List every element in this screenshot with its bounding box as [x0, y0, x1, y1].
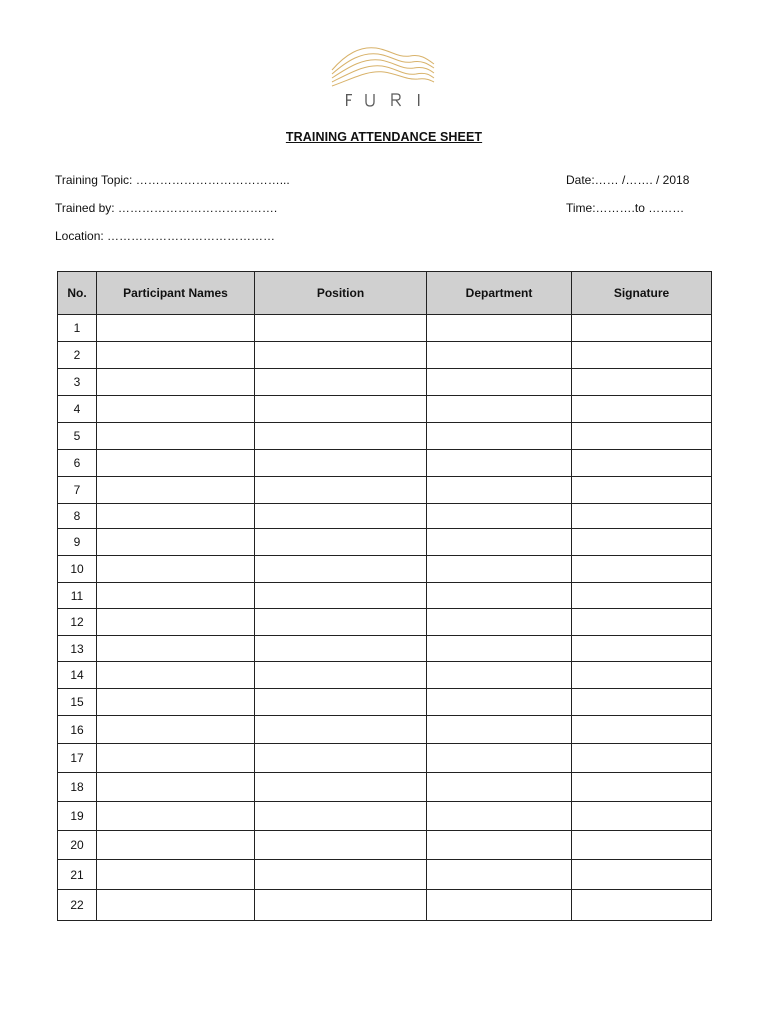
row-number-cell: 22 — [58, 890, 97, 921]
participant-name-cell[interactable] — [97, 423, 255, 450]
position-cell[interactable] — [255, 583, 427, 609]
department-cell[interactable] — [427, 773, 572, 802]
department-cell[interactable] — [427, 556, 572, 583]
position-cell[interactable] — [255, 831, 427, 860]
row-number-cell: 4 — [58, 396, 97, 423]
trained-by-field[interactable]: Trained by: …………………………………. — [55, 201, 278, 215]
table-row — [58, 423, 712, 450]
position-cell[interactable] — [255, 689, 427, 716]
participant-name-cell[interactable] — [97, 744, 255, 773]
department-cell[interactable] — [427, 860, 572, 890]
table-row — [58, 504, 712, 529]
location-field[interactable]: Location: …………………………………… — [55, 229, 276, 243]
table-row — [58, 860, 712, 890]
logo-letter-f-top — [346, 94, 352, 95]
row-number-cell: 3 — [58, 369, 97, 396]
signature-cell[interactable] — [572, 450, 712, 477]
position-cell[interactable] — [255, 423, 427, 450]
table-row — [58, 689, 712, 716]
position-cell[interactable] — [255, 662, 427, 689]
table-row — [58, 609, 712, 636]
table-row — [58, 369, 712, 396]
header-department: Department — [427, 272, 572, 315]
signature-cell[interactable] — [572, 529, 712, 556]
row-number-cell: 7 — [58, 477, 97, 504]
signature-cell[interactable] — [572, 860, 712, 890]
department-cell[interactable] — [427, 315, 572, 342]
participant-name-cell[interactable] — [97, 504, 255, 529]
table-row — [58, 716, 712, 744]
logo-letter-f-mid — [346, 100, 351, 101]
position-cell[interactable] — [255, 860, 427, 890]
department-cell[interactable] — [427, 890, 572, 921]
row-number-cell: 10 — [58, 556, 97, 583]
table-header-row — [58, 272, 712, 315]
header-no: No. — [58, 272, 97, 315]
hotel-logo — [326, 40, 438, 122]
department-cell[interactable] — [427, 831, 572, 860]
position-cell[interactable] — [255, 504, 427, 529]
department-cell[interactable] — [427, 477, 572, 504]
table-row — [58, 342, 712, 369]
signature-cell[interactable] — [572, 744, 712, 773]
department-cell[interactable] — [427, 504, 572, 529]
position-cell[interactable] — [255, 396, 427, 423]
date-field[interactable]: Date:…… /……. / 2018 — [566, 173, 690, 187]
row-number-cell: 11 — [58, 583, 97, 609]
logo-letter-i — [418, 94, 419, 106]
participant-name-cell[interactable] — [97, 662, 255, 689]
position-cell[interactable] — [255, 369, 427, 396]
position-cell[interactable] — [255, 890, 427, 921]
department-cell[interactable] — [427, 529, 572, 556]
participant-name-cell[interactable] — [97, 831, 255, 860]
position-cell[interactable] — [255, 716, 427, 744]
signature-cell[interactable] — [572, 423, 712, 450]
logo-letter-r — [392, 94, 401, 106]
row-number-cell: 6 — [58, 450, 97, 477]
header-participant-names: Participant Names — [97, 272, 255, 315]
table-row — [58, 744, 712, 773]
signature-cell[interactable] — [572, 504, 712, 529]
signature-cell[interactable] — [572, 890, 712, 921]
table-row — [58, 583, 712, 609]
department-cell[interactable] — [427, 423, 572, 450]
row-number-cell: 20 — [58, 831, 97, 860]
signature-cell[interactable] — [572, 636, 712, 662]
signature-cell[interactable] — [572, 369, 712, 396]
logo-waves-graphic — [326, 40, 438, 122]
table-row — [58, 450, 712, 477]
participant-name-cell[interactable] — [97, 369, 255, 396]
document-title: TRAINING ATTENDANCE SHEET — [285, 130, 483, 144]
participant-name-cell[interactable] — [97, 689, 255, 716]
signature-cell[interactable] — [572, 716, 712, 744]
participant-name-cell[interactable] — [97, 396, 255, 423]
position-cell[interactable] — [255, 529, 427, 556]
participant-name-cell[interactable] — [97, 716, 255, 744]
table-row — [58, 662, 712, 689]
department-cell[interactable] — [427, 716, 572, 744]
table-row — [58, 831, 712, 860]
attendance-table — [57, 271, 712, 921]
participant-name-cell[interactable] — [97, 636, 255, 662]
row-number-cell: 5 — [58, 423, 97, 450]
table-row — [58, 890, 712, 921]
table-row — [58, 556, 712, 583]
position-cell[interactable] — [255, 609, 427, 636]
position-cell[interactable] — [255, 773, 427, 802]
department-cell[interactable] — [427, 450, 572, 477]
participant-name-cell[interactable] — [97, 802, 255, 831]
signature-cell[interactable] — [572, 609, 712, 636]
signature-cell[interactable] — [572, 342, 712, 369]
participant-name-cell[interactable] — [97, 609, 255, 636]
participant-name-cell[interactable] — [97, 315, 255, 342]
row-number-cell: 14 — [58, 662, 97, 689]
position-cell[interactable] — [255, 556, 427, 583]
position-cell[interactable] — [255, 802, 427, 831]
position-cell[interactable] — [255, 636, 427, 662]
department-cell[interactable] — [427, 396, 572, 423]
signature-cell[interactable] — [572, 773, 712, 802]
participant-name-cell[interactable] — [97, 342, 255, 369]
table-row — [58, 802, 712, 831]
row-number-cell: 17 — [58, 744, 97, 773]
header-position: Position — [255, 272, 427, 315]
participant-name-cell[interactable] — [97, 477, 255, 504]
table-row — [58, 315, 712, 342]
participant-name-cell[interactable] — [97, 556, 255, 583]
department-cell[interactable] — [427, 802, 572, 831]
row-number-cell: 19 — [58, 802, 97, 831]
department-cell[interactable] — [427, 609, 572, 636]
participant-name-cell[interactable] — [97, 529, 255, 556]
row-number-cell: 12 — [58, 609, 97, 636]
position-cell[interactable] — [255, 744, 427, 773]
table-row — [58, 477, 712, 504]
signature-cell[interactable] — [572, 831, 712, 860]
row-number-cell: 9 — [58, 529, 97, 556]
position-cell[interactable] — [255, 450, 427, 477]
table-row — [58, 396, 712, 423]
participant-name-cell[interactable] — [97, 860, 255, 890]
row-number-cell: 21 — [58, 860, 97, 890]
signature-cell[interactable] — [572, 802, 712, 831]
participant-name-cell[interactable] — [97, 773, 255, 802]
table-row — [58, 636, 712, 662]
row-number-cell: 13 — [58, 636, 97, 662]
row-number-cell: 8 — [58, 504, 97, 529]
position-cell[interactable] — [255, 315, 427, 342]
position-cell[interactable] — [255, 477, 427, 504]
signature-cell[interactable] — [572, 583, 712, 609]
participant-name-cell[interactable] — [97, 890, 255, 921]
time-field[interactable]: Time:……….to ……… — [566, 201, 685, 215]
participant-name-cell[interactable] — [97, 450, 255, 477]
position-cell[interactable] — [255, 342, 427, 369]
department-cell[interactable] — [427, 744, 572, 773]
row-number-cell: 16 — [58, 716, 97, 744]
signature-cell[interactable] — [572, 315, 712, 342]
training-topic-field[interactable]: Training Topic: ………………………………... — [55, 173, 290, 187]
signature-cell[interactable] — [572, 689, 712, 716]
department-cell[interactable] — [427, 662, 572, 689]
department-cell[interactable] — [427, 689, 572, 716]
table-row — [58, 529, 712, 556]
department-cell[interactable] — [427, 636, 572, 662]
row-number-cell: 18 — [58, 773, 97, 802]
row-number-cell: 15 — [58, 689, 97, 716]
signature-cell[interactable] — [572, 556, 712, 583]
header-signature: Signature — [572, 272, 712, 315]
logo-letter-u — [366, 94, 374, 106]
department-cell[interactable] — [427, 369, 572, 396]
signature-cell[interactable] — [572, 477, 712, 504]
participant-name-cell[interactable] — [97, 583, 255, 609]
row-number-cell: 1 — [58, 315, 97, 342]
department-cell[interactable] — [427, 342, 572, 369]
signature-cell[interactable] — [572, 396, 712, 423]
row-number-cell: 2 — [58, 342, 97, 369]
signature-cell[interactable] — [572, 662, 712, 689]
department-cell[interactable] — [427, 583, 572, 609]
table-row — [58, 773, 712, 802]
